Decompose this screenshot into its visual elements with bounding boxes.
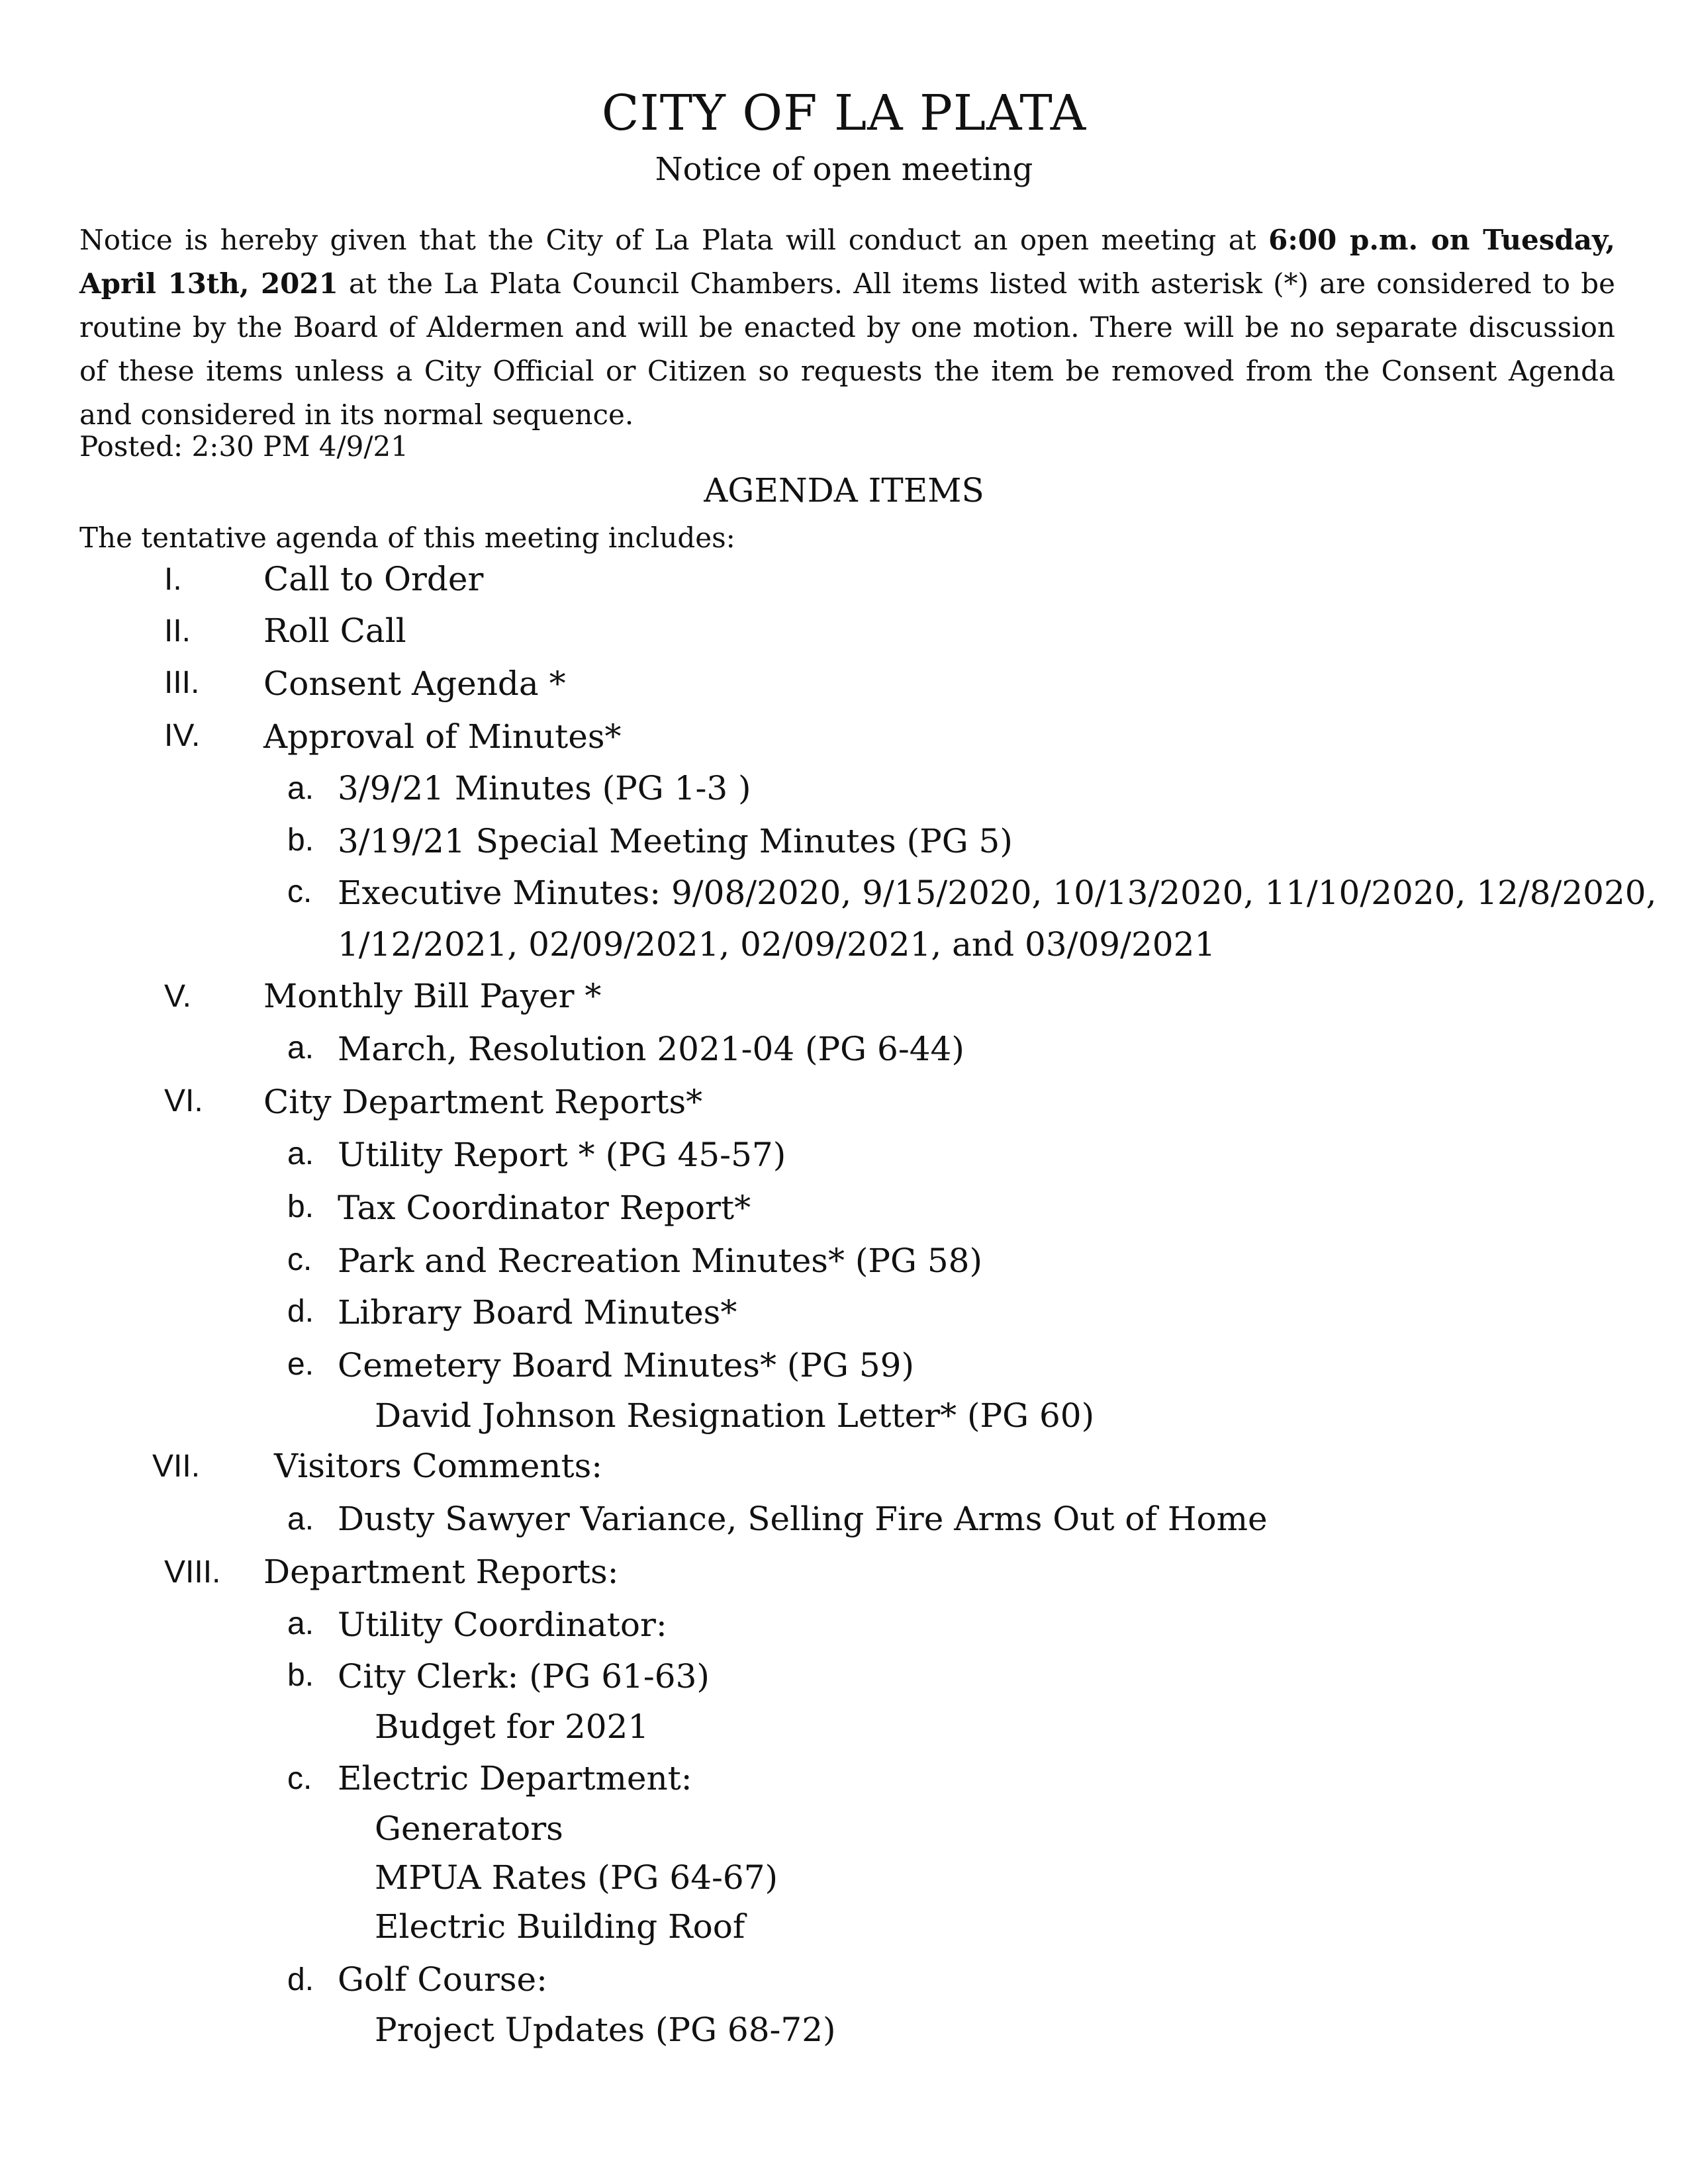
agenda-item-number: I.: [164, 562, 182, 597]
agenda-item-number: V.: [164, 979, 191, 1014]
sub-item-text: Utility Report * (PG 45-57): [338, 1136, 786, 1174]
agenda-item-text: Roll Call: [263, 612, 406, 650]
agenda-item-number: IV.: [164, 718, 201, 753]
notice-text-1: Notice is hereby given that the City of La Plata will conduct an open meeting at: [79, 224, 1269, 256]
notice-date-bold: 6:00 p.m. on Tuesday, April 13th, 2021: [79, 224, 1615, 300]
agenda-item-text: Department Reports:: [263, 1553, 619, 1591]
sub-item-letter: d.: [287, 1294, 314, 1329]
agenda-item-number: II.: [164, 614, 191, 649]
sub-item-text: Cemetery Board Minutes* (PG 59): [338, 1346, 914, 1385]
sub-item-letter: c.: [287, 874, 312, 909]
agenda-item-text: Visitors Comments:: [274, 1447, 603, 1485]
sub-item-letter: d.: [287, 1962, 314, 1997]
sub-item-text: Library Board Minutes*: [338, 1293, 737, 1332]
sub-item-letter: a.: [287, 1136, 314, 1171]
sub-item-text: Executive Minutes: 9/08/2020, 9/15/2020, 10/13/2020, 11/10/2020, 12/8/2020,: [338, 874, 1657, 912]
agenda-item-text: Monthly Bill Payer *: [263, 977, 602, 1015]
sub-item-text: Utility Coordinator:: [338, 1606, 667, 1644]
sub-item-note: Generators: [375, 1809, 563, 1848]
sub-item-note: Project Updates (PG 68-72): [375, 2011, 836, 2049]
agenda-item-text: City Department Reports*: [263, 1083, 703, 1121]
sub-item-letter: a.: [287, 1606, 314, 1641]
sub-item-letter: e.: [287, 1347, 314, 1382]
sub-item-text: Tax Coordinator Report*: [338, 1189, 751, 1227]
sub-item-text: 3/9/21 Minutes (PG 1-3 ): [338, 769, 751, 807]
agenda-item-text: Approval of Minutes*: [263, 717, 622, 756]
sub-item-text: 3/19/21 Special Meeting Minutes (PG 5): [338, 822, 1013, 860]
sub-item-text: City Clerk: (PG 61-63): [338, 1657, 710, 1696]
notice-paragraph: [79, 218, 1615, 437]
agenda-item-number: VII.: [152, 1449, 201, 1484]
agenda-item-text: Call to Order: [263, 560, 484, 598]
agenda-heading: AGENDA ITEMS: [704, 471, 984, 510]
sub-item-letter: c.: [287, 1242, 312, 1277]
agenda-item-text: Consent Agenda *: [263, 664, 566, 703]
sub-item-letter: c.: [287, 1761, 312, 1796]
sub-item-letter: a.: [287, 771, 314, 806]
sub-item-text-continued: 1/12/2021, 02/09/2021, 02/09/2021, and 03/09/2021: [338, 925, 1216, 964]
sub-item-text: March, Resolution 2021-04 (PG 6-44): [338, 1030, 964, 1068]
sub-item-letter: b.: [287, 1658, 314, 1693]
sub-item-text: Park and Recreation Minutes* (PG 58): [338, 1242, 982, 1280]
sub-item-text: Dusty Sawyer Variance, Selling Fire Arms Out of Home: [338, 1500, 1268, 1538]
sub-item-letter: a.: [287, 1502, 314, 1537]
sub-item-letter: b.: [287, 1189, 314, 1224]
agenda-item-number: III.: [164, 665, 200, 700]
sub-item-note: David Johnson Resignation Letter* (PG 60): [375, 1396, 1095, 1435]
sub-item-note: MPUA Rates (PG 64-67): [375, 1858, 778, 1897]
agenda-item-number: VIII.: [164, 1555, 221, 1590]
page-subtitle: Notice of open meeting: [655, 151, 1033, 188]
agenda-intro: The tentative agenda of this meeting includes:: [79, 522, 735, 554]
sub-item-letter: b.: [287, 823, 314, 858]
notice-text-2: at the La Plata Council Chambers. All items listed with asterisk (*) are considered to be routine by the Board of Aldermen and will be enacted by one motion. There will be no separate discussion of these items unless a City Official or Citizen so requests the item be removed from the Consent Agenda and considered in its normal sequence.: [79, 267, 1616, 431]
sub-item-note: Budget for 2021: [375, 1707, 649, 1746]
page-title: CITY OF LA PLATA: [601, 85, 1087, 142]
posted-date: Posted: 2:30 PM 4/9/21: [79, 430, 408, 463]
sub-item-note: Electric Building Roof: [375, 1907, 745, 1946]
sub-item-text: Golf Course:: [338, 1960, 547, 1999]
sub-item-letter: a.: [287, 1030, 314, 1066]
agenda-item-number: VI.: [164, 1083, 203, 1118]
sub-item-text: Electric Department:: [338, 1759, 692, 1797]
